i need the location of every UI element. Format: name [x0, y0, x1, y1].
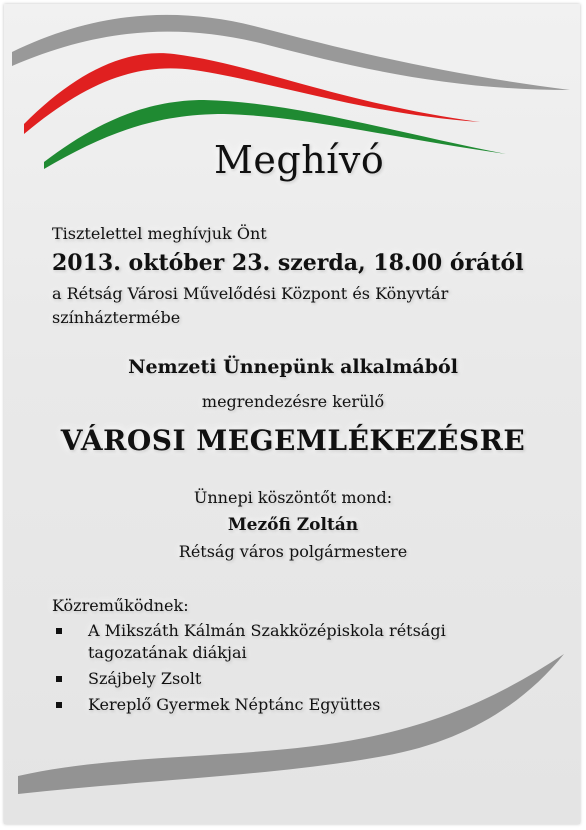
list-item: [52, 668, 522, 690]
performer-label: Kereplő Gyermek Néptánc Együttes: [88, 695, 381, 714]
event-date-time: 2013. október 23. szerda, 18.00 órától: [52, 250, 524, 276]
bullet-icon: [56, 676, 62, 682]
speech-intro: Ünnepi köszöntőt mond:: [193, 488, 393, 507]
greeting-text: Tisztelettel meghívjuk Önt: [52, 224, 267, 243]
event-name: VÁROSI MEGEMLÉKEZÉSRE: [60, 424, 526, 457]
venue-line-1: a Rétság Városi Művelődési Központ és Könyvtár: [52, 284, 449, 303]
bullet-icon: [56, 628, 62, 634]
occasion-text: Nemzeti Ünnepünk alkalmából: [128, 356, 458, 378]
invitation-title: Meghívó: [214, 138, 385, 182]
list-item: [52, 620, 522, 664]
performer-label: A Mikszáth Kálmán Szakközépiskola rétsági tagozatának diákjai: [88, 621, 446, 662]
speaker-role: Rétság város polgármestere: [178, 542, 408, 561]
bullet-icon: [56, 702, 62, 708]
organized-text: megrendezésre kerülő: [201, 392, 385, 411]
performer-label: Szájbely Zsolt: [88, 669, 202, 688]
performers-list: [52, 620, 522, 720]
list-item: [52, 694, 522, 716]
venue-line-2: színháztermébe: [52, 308, 181, 327]
speaker-name: Mezőfi Zoltán: [227, 515, 359, 535]
performers-heading: Közreműködnek:: [52, 596, 189, 615]
